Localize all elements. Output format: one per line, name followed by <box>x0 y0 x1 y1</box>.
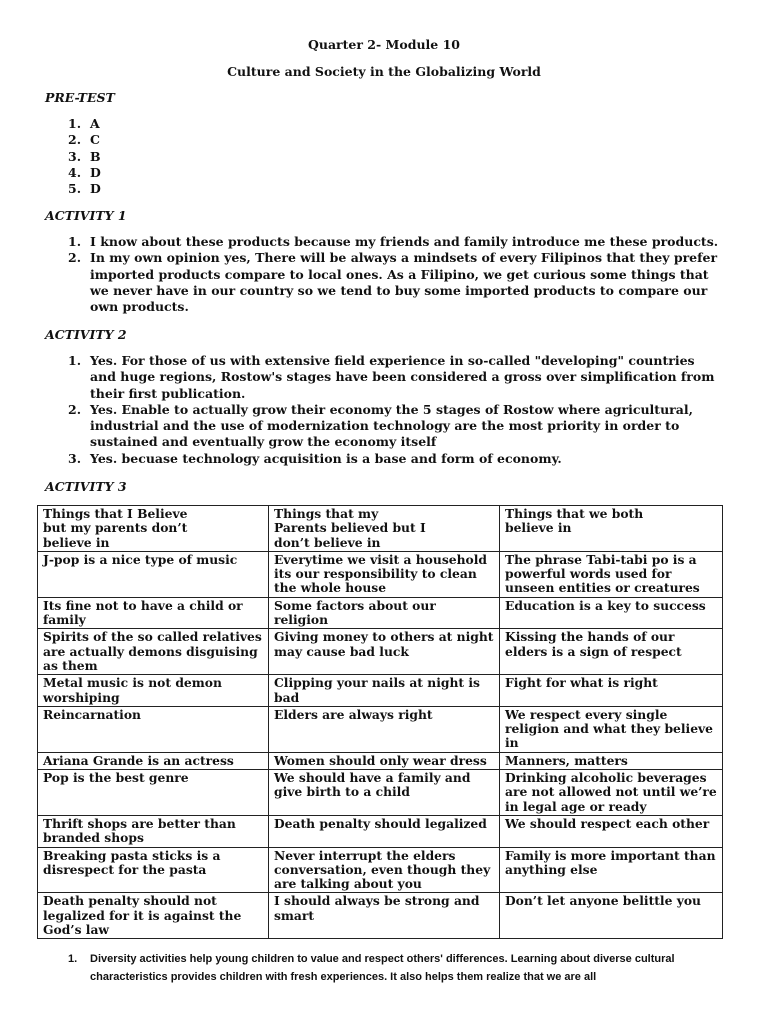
table-cell: Giving money to others at night may cause bad luck <box>269 629 500 675</box>
lesson-title: Culture and Society in the Globalizing World <box>227 64 541 79</box>
table-row <box>38 847 723 893</box>
list-item <box>68 402 723 451</box>
table-cell: Fight for what is right <box>500 675 723 707</box>
table-cell: Thrift shops are better than branded shops <box>38 815 269 847</box>
list-item-number: 4. <box>68 164 82 180</box>
table-header-cell: Things that my Parents believed but I don’t believe in <box>269 506 500 552</box>
table-cell: Drinking alcoholic beverages are not allowed not until we’re in legal age or ready <box>500 770 723 816</box>
table-cell: We should respect each other <box>500 815 723 847</box>
table-cell: Spirits of the so called relatives are actually demons disguising as them <box>38 629 269 675</box>
table-cell: We should have a family and give birth to a child <box>269 770 500 816</box>
table-cell: J-pop is a nice type of music <box>38 551 269 597</box>
table-cell: Its fine not to have a child or family <box>38 597 269 629</box>
activity2-answer-list <box>68 353 723 467</box>
list-item-number: 2. <box>68 132 82 148</box>
list-item <box>68 132 101 148</box>
list-item <box>68 234 723 250</box>
table-row <box>38 597 723 629</box>
table-cell: Clipping your nails at night is bad <box>269 675 500 707</box>
list-item-text: Diversity activities help young children to value and respect others' differences. Learning about diverse cultural characteristics provides children with fresh experiences. It also helps them realize that we are all <box>90 953 675 983</box>
activity3-heading: ACTIVITY 3 <box>45 479 127 494</box>
table-cell: Education is a key to success <box>500 597 723 629</box>
table-row <box>38 629 723 675</box>
table-cell: Manners, matters <box>500 752 723 769</box>
table-cell: Pop is the best genre <box>38 770 269 816</box>
list-item <box>68 181 101 197</box>
table-header-cell: Things that I Believe but my parents don’t believe in <box>38 506 269 552</box>
table-cell: Metal music is not demon worshiping <box>38 675 269 707</box>
table-header-row <box>38 506 723 552</box>
table-cell: Women should only wear dress <box>269 752 500 769</box>
table-cell: Some factors about our religion <box>269 597 500 629</box>
table-row <box>38 706 723 752</box>
list-item-number: 2. <box>68 401 82 417</box>
list-item <box>68 950 708 986</box>
closing-answer-list <box>68 950 708 986</box>
table-row <box>38 893 723 939</box>
activity1-heading: ACTIVITY 1 <box>45 208 127 223</box>
list-item <box>68 353 723 402</box>
table-row <box>38 770 723 816</box>
table-cell: Family is more important than anything else <box>500 847 723 893</box>
list-item-number: 3. <box>68 450 82 466</box>
list-item-number: 2. <box>68 250 82 266</box>
table-row <box>38 752 723 769</box>
list-item-text: In my own opinion yes, There will be always a mindsets of every Filipinos that they prefer imported products compare to local ones. As a Filipino, we get curious some things that we never have in our country so we tend to buy some imported products to compare our own products. <box>90 250 718 315</box>
list-item-text: A <box>90 116 100 131</box>
table-cell: Reincarnation <box>38 706 269 752</box>
table-row <box>38 815 723 847</box>
table-row <box>38 675 723 707</box>
table-row <box>38 551 723 597</box>
table-cell: Don’t let anyone belittle you <box>500 893 723 939</box>
list-item-text: C <box>90 132 100 148</box>
module-title: Quarter 2- Module 10 <box>307 37 460 52</box>
beliefs-table <box>37 505 723 939</box>
table-cell: Breaking pasta sticks is a disrespect for the pasta <box>38 847 269 893</box>
table-cell: I should always be strong and smart <box>269 893 500 939</box>
list-item <box>68 250 723 315</box>
list-item-number: 1. <box>68 234 82 249</box>
table-cell: Everytime we visit a household its our responsibility to clean the whole house <box>269 551 500 597</box>
table-cell: We respect every single religion and what they believe in <box>500 706 723 752</box>
list-item-text: Yes. For those of us with extensive field experience in so-called "developing" countries and huge regions, Rostow's stages have been considered a gross over simplification from their first publication. <box>90 353 715 401</box>
list-item-text: D <box>90 181 101 197</box>
table-cell: Ariana Grande is an actress <box>38 752 269 769</box>
activity2-heading: ACTIVITY 2 <box>45 327 127 342</box>
list-item-number: 1. <box>68 353 82 368</box>
table-cell: The phrase Tabi-tabi po is a powerful words used for unseen entities or creatures <box>500 551 723 597</box>
activity1-answer-list <box>68 234 723 315</box>
list-item-text: D <box>90 164 101 180</box>
list-item-number: 1. <box>68 953 78 965</box>
table-cell: Death penalty should not legalized for it is against the God’s law <box>38 893 269 939</box>
pretest-answer-list <box>68 116 101 197</box>
pretest-heading: PRE-TEST <box>45 90 115 105</box>
list-item-text: Yes. becuase technology acquisition is a base and form of economy. <box>90 450 562 466</box>
list-item <box>68 165 101 181</box>
table-cell: Never interrupt the elders conversation, even though they are talking about you <box>269 847 500 893</box>
list-item <box>68 116 101 132</box>
list-item-number: 1. <box>68 116 82 131</box>
list-item-text: B <box>90 148 101 164</box>
table-cell: Elders are always right <box>269 706 500 752</box>
list-item-text: Yes. Enable to actually grow their economy the 5 stages of Rostow where agricultural, industrial and the use of modernization technology are the most priority in order to sustained and eventually grow the economy itself <box>90 401 693 450</box>
list-item-number: 5. <box>68 181 82 197</box>
list-item-text: I know about these products because my friends and family introduce me these products. <box>90 234 719 249</box>
list-item <box>68 149 101 165</box>
list-item-number: 3. <box>68 148 82 164</box>
table-header-cell: Things that we both believe in <box>500 506 723 552</box>
table-cell: Kissing the hands of our elders is a sign of respect <box>500 629 723 675</box>
table-cell: Death penalty should legalized <box>269 815 500 847</box>
list-item <box>68 451 723 467</box>
